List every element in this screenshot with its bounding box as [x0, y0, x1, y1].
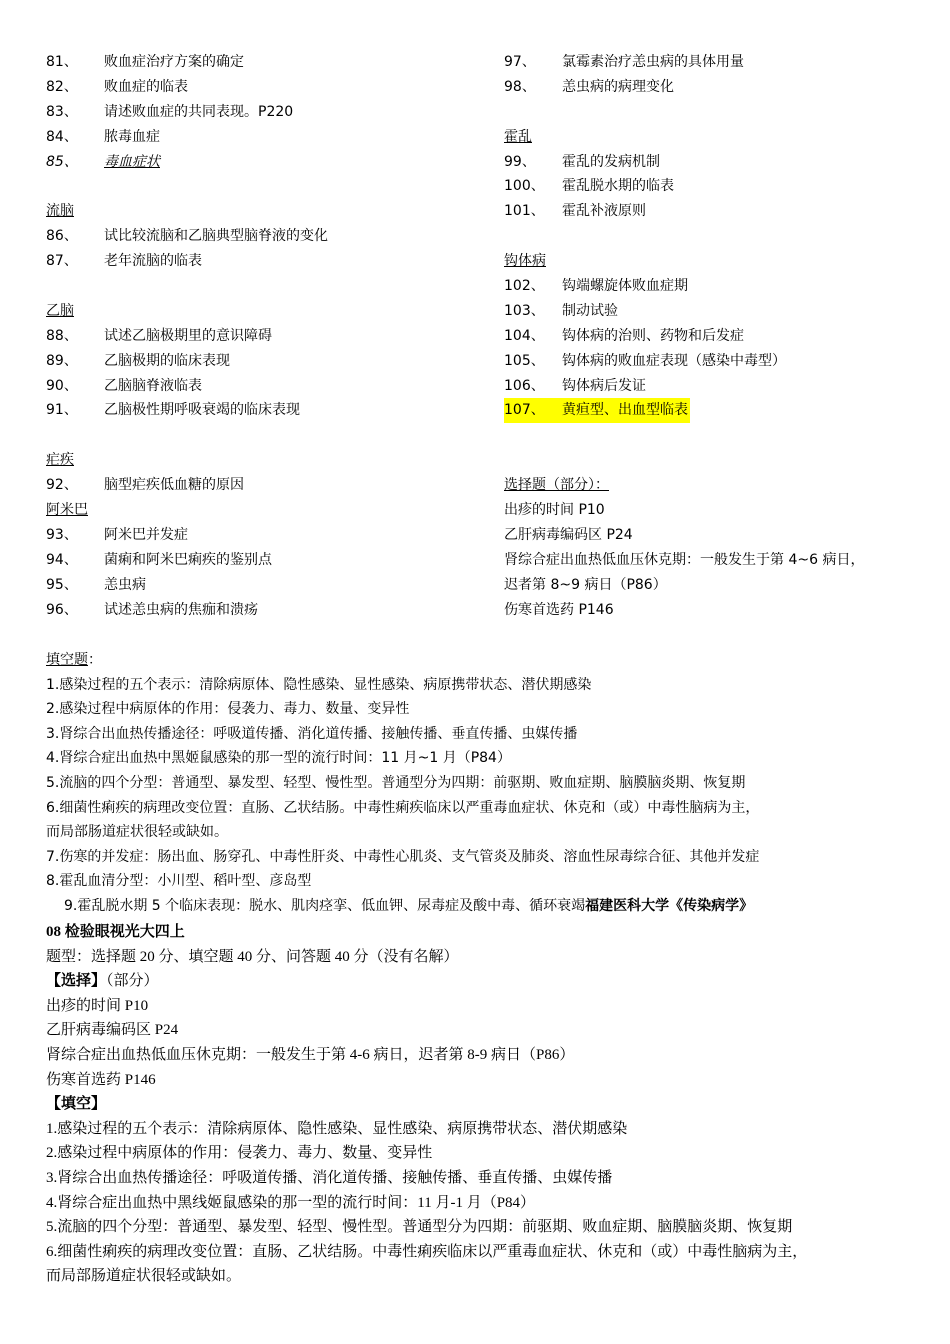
- question-105: 105、 钩体病的败血症表现（感染中毒型）: [504, 352, 786, 369]
- exam-fill-1: 1.感染过程的五个表示：清除病原体、隐性感染、显性感染、病原携带状态、潜伏期感染: [46, 1120, 628, 1137]
- question-91: 91、 乙脑极性期呼吸衰竭的临床表现: [46, 402, 300, 419]
- question-96: 96、 试述恙虫病的焦痂和溃疡: [46, 601, 258, 618]
- choice-item-4: 伤寒首选药 P146: [504, 601, 614, 618]
- fill-item-2: 2.感染过程中病原体的作用：侵袭力、毒力、数量、变异性: [46, 701, 410, 718]
- question-87: 87、 老年流脑的临表: [46, 253, 202, 270]
- question-102: 102、 钩端螺旋体败血症期: [504, 278, 688, 295]
- question-92: 92、 脑型疟疾低血糖的原因: [46, 477, 244, 494]
- fill-item-1: 1.感染过程的五个表示：清除病原体、隐性感染、显性感染、病原携带状态、潜伏期感染: [46, 676, 592, 693]
- fill-heading: 填空题：: [46, 652, 102, 668]
- choice-item-2: 乙肝病毒编码区 P24: [504, 526, 633, 543]
- question-85: 85、 毒血症状: [46, 153, 160, 170]
- section-heading-gouti: 钩体病: [504, 253, 546, 270]
- question-95: 95、 恙虫病: [46, 576, 146, 593]
- question-81: 81、 败血症治疗方案的确定: [46, 54, 244, 70]
- choice-item-3a: 肾综合症出血热低血压休克期：一般发生于第 4~6 病日，: [504, 551, 865, 568]
- question-100: 100、 霍乱脱水期的临表: [504, 178, 674, 195]
- section-heading-liunao: 流脑: [46, 203, 74, 220]
- question-107-highlighted: [504, 398, 924, 423]
- question-90: 90、 乙脑脑脊液临表: [46, 377, 202, 394]
- question-104: 104、 钩体病的治则、药物和后发症: [504, 327, 744, 344]
- exam-fill-6a: 6.细菌性痢疾的病理改变位置：直肠、乙状结肠。中毒性痢疾临床以严重毒血症状、休克和（或）中毒性脑病为主，: [46, 1243, 808, 1260]
- question-93: 93、 阿米巴并发症: [46, 526, 188, 543]
- exam-types: 题型：选择题 20 分、填空题 40 分、问答题 40 分（没有名解）: [46, 948, 459, 965]
- section-heading-nueji: 疟疾: [46, 452, 74, 469]
- exam-fill-2: 2.感染过程中病原体的作用：侵袭力、毒力、数量、变异性: [46, 1145, 433, 1162]
- exam-section: [46, 920, 916, 1289]
- choice-item-3b: 迟者第 8~9 病日（P86）: [504, 576, 667, 593]
- question-106: 106、 钩体病后发证: [504, 377, 646, 394]
- exam-choice-2: 乙肝病毒编码区 P24: [46, 1022, 179, 1039]
- question-83: 83、 请述败血症的共同表现。P220: [46, 103, 294, 120]
- fill-item-4: 4.肾综合症出血热中黑姬鼠感染的那一型的流行时间：11 月~1 月（P84）: [46, 750, 511, 767]
- exam-fill-6b: 而局部肠道症状很轻或缺如。: [46, 1268, 242, 1285]
- exam-choice-4: 伤寒首选药 P146: [46, 1071, 156, 1088]
- left-column: [46, 50, 486, 622]
- question-99: 99、 霍乱的发病机制: [504, 153, 660, 170]
- exam-choice-heading: 【选择】（部分）: [46, 973, 159, 990]
- question-103: 103、 制动试验: [504, 302, 618, 319]
- fill-item-8: 8.霍乱血清分型：小川型、稻叶型、彦岛型: [46, 873, 312, 890]
- fill-item-7: 7.伤寒的并发症：肠出血、肠穿孔、中毒性肝炎、中毒性心肌炎、支气管炎及肺炎、溶血性尿毒综合征、其他并发症: [46, 848, 760, 865]
- exam-choice-3: 肾综合症出血热低血压休克期：一般发生于第 4-6 病日，迟者第 8-9 病日（P86）: [46, 1046, 575, 1063]
- question-94: 94、 菌痢和阿米巴痢疾的鉴别点: [46, 551, 272, 568]
- highlight-mark: 107、 黄疸型、出血型临表: [504, 398, 690, 423]
- exam-title: 08 检验眼视光大四上: [46, 924, 185, 940]
- right-column: [504, 50, 924, 622]
- question-98: 98、 恙虫病的病理变化: [504, 78, 674, 95]
- fill-in-section: [46, 648, 916, 919]
- fill-item-9: 9.霍乱脱水期 5 个临床表现：脱水、肌肉痉挛、低血钾、尿毒症及酸中毒、循环衰竭福建医科大学《传染病学》: [64, 897, 754, 914]
- question-97: 97、 氯霉素治疗恙虫病的具体用量: [504, 54, 744, 70]
- fill-item-6a: 6.细菌性痢疾的病理改变位置：直肠、乙状结肠。中毒性痢疾临床以严重毒血症状、休克和（或）中毒性脑病为主，: [46, 799, 760, 816]
- exam-fill-3: 3.肾综合出血热传播途径：呼吸道传播、消化道传播、接触传播、垂直传播、虫媒传播: [46, 1169, 613, 1186]
- question-86: 86、 试比较流脑和乙脑典型脑脊液的变化: [46, 228, 328, 245]
- section-heading-amiba: 阿米巴: [46, 502, 88, 519]
- question-84: 84、 脓毒血症: [46, 128, 160, 145]
- section-heading-choice: 选择题（部分）：: [504, 477, 609, 494]
- question-82: 82、 败血症的临表: [46, 78, 188, 95]
- question-101: 101、 霍乱补液原则: [504, 203, 646, 220]
- exam-choice-1: 出疹的时间 P10: [46, 997, 149, 1014]
- question-89: 89、 乙脑极期的临床表现: [46, 352, 230, 369]
- section-heading-huoluan: 霍乱: [504, 128, 532, 145]
- question-88: 88、 试述乙脑极期里的意识障碍: [46, 327, 272, 344]
- exam-fill-4: 4.肾综合症出血热中黑线姬鼠感染的那一型的流行时间：11 月-1 月（P84）: [46, 1194, 536, 1211]
- exam-fill-5: 5.流脑的四个分型：普通型、暴发型、轻型、慢性型。普通型分为四期：前驱期、败血症期、脑膜脑炎期、恢复期: [46, 1219, 793, 1236]
- section-heading-yinao: 乙脑: [46, 302, 74, 319]
- fill-item-5: 5.流脑的四个分型：普通型、暴发型、轻型、慢性型。普通型分为四期：前驱期、败血症期、脑膜脑炎期、恢复期: [46, 774, 746, 791]
- exam-fill-heading: 【填空】: [46, 1096, 107, 1113]
- fill-item-3: 3.肾综合出血热传播途径：呼吸道传播、消化道传播、接触传播、垂直传播、虫媒传播: [46, 725, 578, 742]
- fill-item-6b: 而局部肠道症状很轻或缺如。: [46, 824, 228, 841]
- choice-item-1: 出疹的时间 P10: [504, 502, 605, 519]
